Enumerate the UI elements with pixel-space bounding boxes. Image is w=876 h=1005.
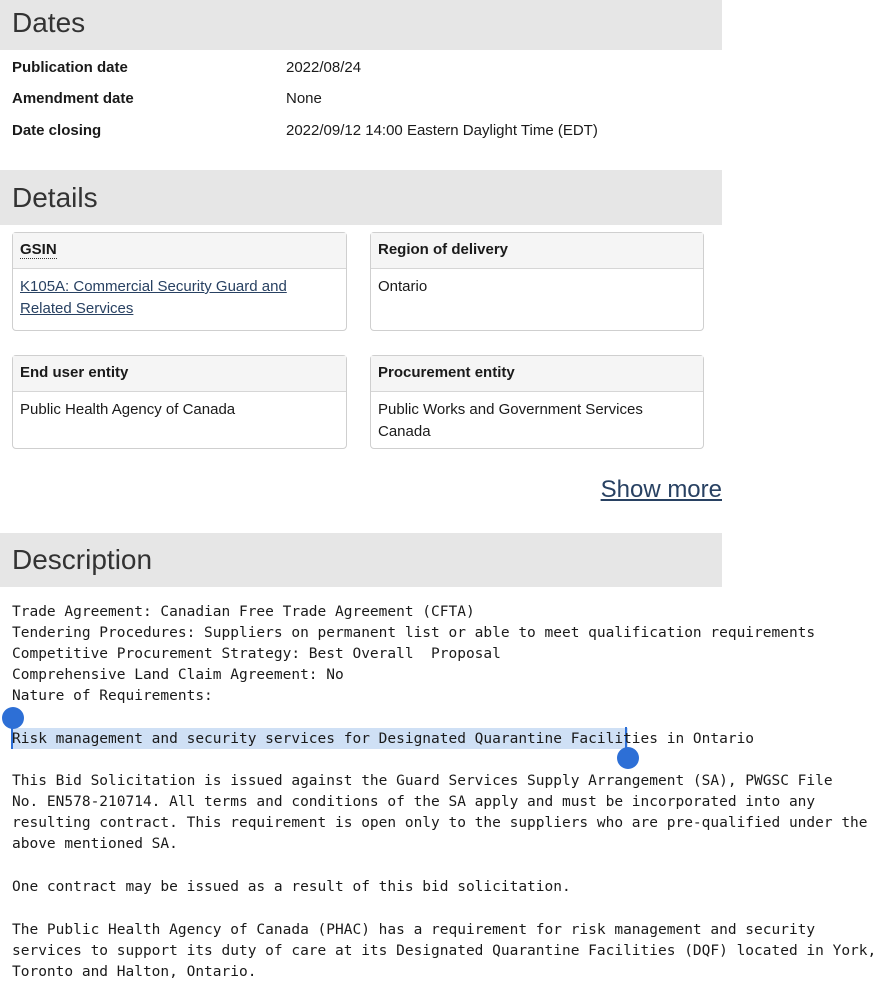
paragraph-line: This Bid Solicitation is issued against the Guard Services Supply Arrangement (SA), PWGSC File bbox=[12, 773, 833, 789]
procurement-card bbox=[370, 355, 704, 449]
publication-date-label: Publication date bbox=[12, 59, 128, 76]
date-closing-value: 2022/09/12 14:00 Eastern Daylight Time (EDT) bbox=[286, 122, 598, 139]
dates-heading: Dates bbox=[0, 0, 722, 50]
end-user-card-title: End user entity bbox=[13, 356, 346, 392]
gsin-abbr: GSIN bbox=[20, 241, 57, 258]
paragraph-line: above mentioned SA. bbox=[12, 836, 178, 852]
paragraph-line: Toronto and Halton, Ontario. bbox=[12, 964, 257, 980]
tendering-procedures-line: Tendering Procedures: Suppliers on permanent list or able to meet qualification requirements bbox=[12, 625, 816, 641]
amendment-date-label: Amendment date bbox=[12, 90, 134, 107]
gsin-link-line2: Related Services bbox=[20, 300, 134, 317]
procurement-value bbox=[371, 392, 703, 450]
gsin-link-line1: K105A: Commercial Security Guard and bbox=[20, 278, 287, 295]
publication-date-value: 2022/08/24 bbox=[286, 59, 362, 76]
selection-start-handle[interactable] bbox=[2, 707, 24, 729]
gsin-card bbox=[12, 232, 347, 331]
bid-solicitation-paragraph bbox=[12, 771, 868, 855]
selection-end-handle[interactable] bbox=[617, 747, 639, 769]
procurement-card-title: Procurement entity bbox=[371, 356, 703, 392]
amendment-date-value: None bbox=[286, 90, 322, 107]
trade-agreement-line: Trade Agreement: Canadian Free Trade Agreement (CFTA) bbox=[12, 604, 475, 620]
procurement-value-line2: Canada bbox=[378, 423, 431, 440]
paragraph-line: The Public Health Agency of Canada (PHAC) has a requirement for risk management and security bbox=[12, 922, 816, 938]
land-claim-line: Comprehensive Land Claim Agreement: No bbox=[12, 667, 344, 683]
end-user-value: Public Health Agency of Canada bbox=[20, 401, 236, 418]
gsin-link[interactable] bbox=[20, 278, 287, 317]
show-more-link[interactable]: Show more bbox=[600, 476, 722, 503]
selected-requirement-line[interactable] bbox=[12, 729, 755, 750]
description-heading: Description bbox=[0, 533, 722, 587]
procurement-value-line1: Public Works and Government Services bbox=[378, 401, 643, 418]
region-card-title: Region of delivery bbox=[371, 233, 703, 269]
description-summary bbox=[12, 602, 816, 707]
procurement-strategy-line: Competitive Procurement Strategy: Best Overall Proposal bbox=[12, 646, 501, 662]
gsin-card-title bbox=[13, 233, 346, 269]
phac-requirement-paragraph bbox=[12, 920, 876, 983]
one-contract-paragraph bbox=[12, 877, 712, 898]
details-heading: Details bbox=[0, 170, 722, 225]
paragraph-line: resulting contract. This requirement is open only to the suppliers who are pre-qualified under the bbox=[12, 815, 868, 831]
paragraph-line: No. EN578-210714. All terms and conditions of the SA apply and must be incorporated into any bbox=[12, 794, 816, 810]
date-closing-label: Date closing bbox=[12, 122, 102, 139]
selected-requirement-text: Risk management and security services for Designated Quarantine Facilities in Ontario bbox=[12, 731, 755, 747]
region-value: Ontario bbox=[378, 278, 428, 295]
end-user-card bbox=[12, 355, 347, 449]
region-card bbox=[370, 232, 704, 331]
paragraph-line: One contract may be issued as a result of this bid solicitation. bbox=[12, 879, 571, 895]
paragraph-line: services to support its duty of care at its Designated Quarantine Facilities (DQF) located in York, bbox=[12, 943, 876, 959]
nature-of-requirements-line: Nature of Requirements: bbox=[12, 688, 213, 704]
